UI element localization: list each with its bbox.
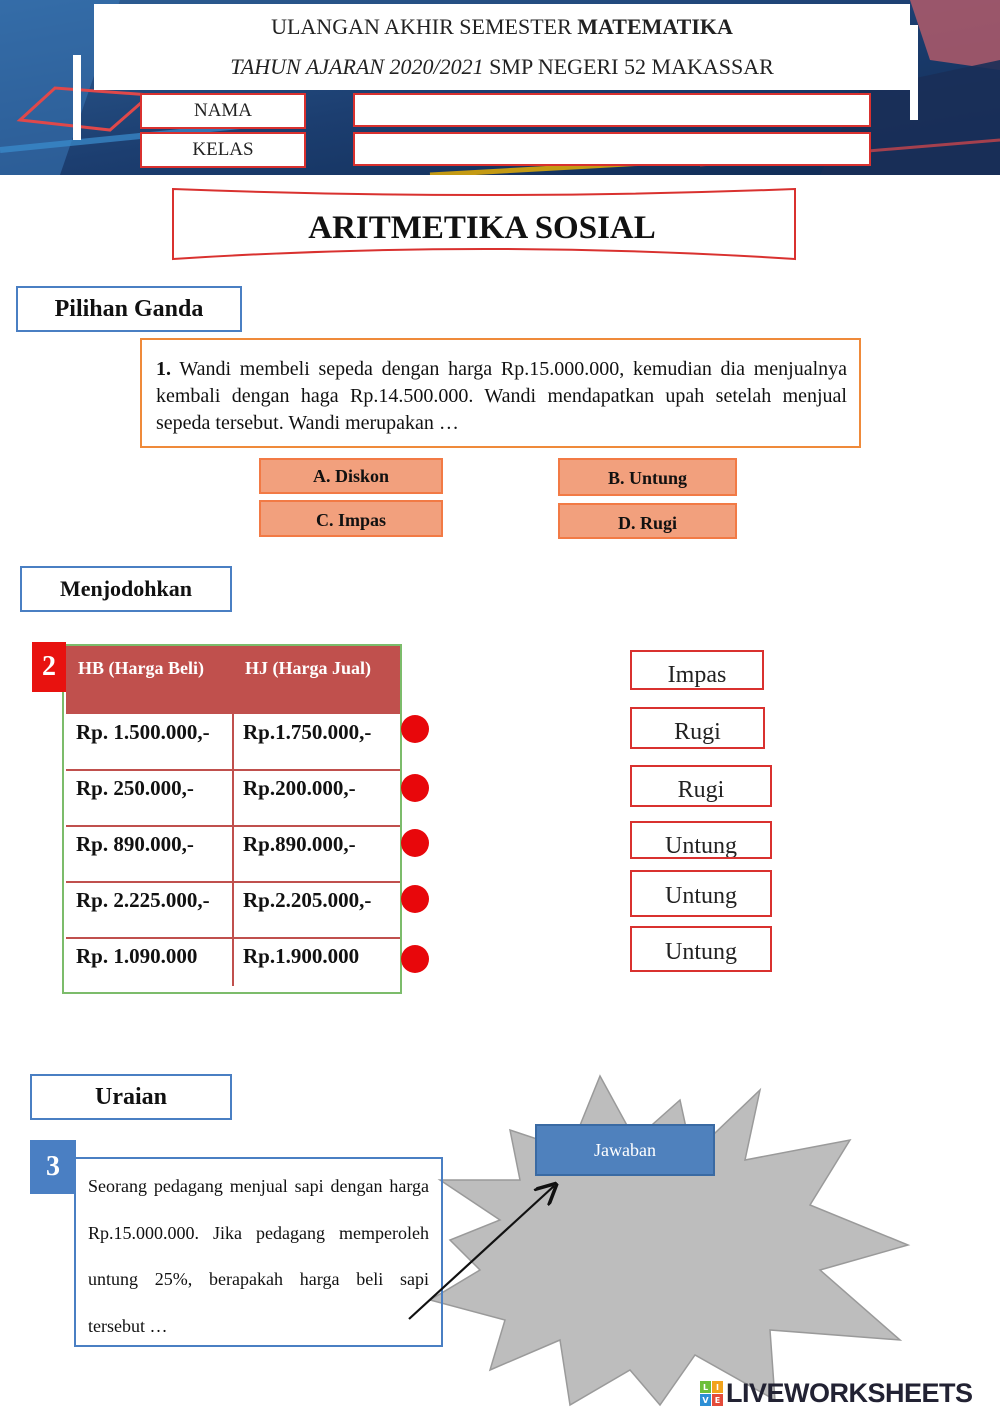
sell-price-cell: Rp.2.205.000,- [243,888,372,912]
title-card [94,4,910,90]
buy-price-cell: Rp. 1.500.000,- [76,720,210,744]
match-dot-1[interactable] [401,715,429,743]
match-dot-2[interactable] [401,774,429,802]
match-dot-5[interactable] [401,945,429,973]
name-label: NAMA [140,93,306,129]
option-d-button[interactable]: D. Rugi [558,503,737,539]
answer-option[interactable]: Impas [630,650,764,690]
question-1-number: 1. [156,358,171,380]
match-dot-3[interactable] [401,829,429,857]
sell-price-cell: Rp.1.750.000,- [243,720,372,744]
brand-logo-icon [700,1381,724,1407]
arrow-icon [400,1175,570,1325]
option-b-button[interactable]: B. Untung [558,458,737,496]
svg-text:E: E [714,1396,721,1405]
option-a-button[interactable]: A. Diskon [259,458,443,494]
exam-title: ULANGAN AKHIR SEMESTER MATEMATIKA [271,14,733,39]
question-2-number: 2 [32,642,66,692]
section-essay: Uraian [30,1074,232,1120]
header-banner [0,0,1000,175]
answer-option[interactable]: Untung [630,870,772,917]
buy-price-cell: Rp. 2.225.000,- [76,888,210,912]
answer-option[interactable]: Untung [630,821,772,859]
brand-name: LIVEWORKSHEETS [726,1378,973,1408]
answer-option[interactable]: Untung [630,926,772,972]
svg-text:I: I [716,1383,719,1392]
liveworksheets-brand [700,1378,1000,1410]
buy-price-cell: Rp. 1.090.000 [76,944,198,968]
answer-option[interactable]: Rugi [630,707,765,749]
buy-price-cell: Rp. 890.000,- [76,832,194,856]
section-multiple-choice: Pilihan Ganda [16,286,242,332]
column-divider [232,714,234,986]
class-label: KELAS [140,132,306,168]
header-sell-price: HJ (Harga Jual) [245,658,371,678]
question-1-text: Wandi membeli sepeda dengan harga Rp.15.000.000, kemudian dia menjualnya kembali dengan haga Rp.14.500.000. Wandi mendapatkan upah setelah menjual sepeda tersebut. Wandi merupakan … [156,358,848,434]
table-header [66,646,400,714]
buy-price-cell: Rp. 250.000,- [76,776,194,800]
svg-text:V: V [702,1396,709,1405]
answer-option[interactable]: Rugi [630,765,772,807]
sell-price-cell: Rp.200.000,- [243,776,356,800]
topic-title: ARITMETIKA SOSIAL [308,210,656,246]
match-dot-4[interactable] [401,885,429,913]
question-3-box: Seorang pedagang menjual sapi dengan harga Rp.15.000.000. Jika pedagang memperoleh untung 25%, berapakah harga beli sapi tersebut … [74,1157,443,1347]
question-1-box [140,338,861,448]
name-input[interactable] [353,93,871,127]
question-3-number: 3 [30,1140,76,1194]
sell-price-cell: Rp.890.000,- [243,832,356,856]
header-buy-price: HB (Harga Beli) [78,658,204,678]
class-input[interactable] [353,132,871,166]
section-matching: Menjodohkan [20,566,232,612]
sell-price-cell: Rp.1.900.000 [243,944,360,968]
school-year-line: TAHUN AJARAN 2020/2021 SMP NEGERI 52 MAKASSAR [230,54,774,79]
option-c-button[interactable]: C. Impas [259,500,443,537]
answer-button[interactable]: Jawaban [535,1124,715,1176]
svg-text:L: L [702,1383,709,1392]
